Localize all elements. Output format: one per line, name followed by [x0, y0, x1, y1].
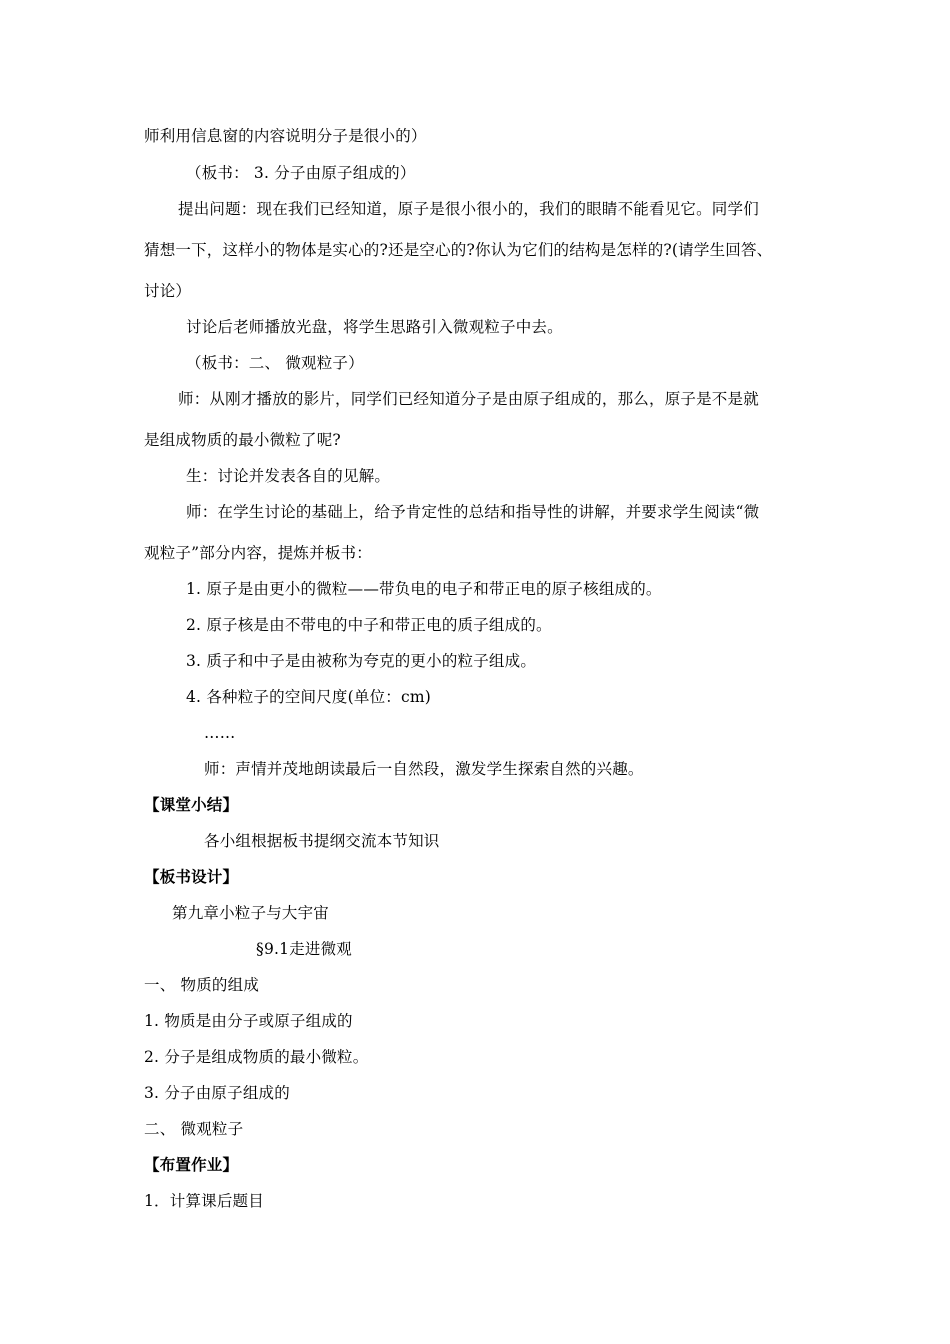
text-line: 师：从刚才播放的影片，同学们已经知道分子是由原子组成的，那么，原子是不是就	[178, 390, 759, 408]
list-item: 4. 各种粒子的空间尺度(单位：cm)	[186, 688, 431, 706]
text-line: 师利用信息窗的内容说明分子是很小的）	[144, 127, 427, 145]
text-line: 是组成物质的最小微粒了呢?	[144, 431, 341, 449]
list-item: 3. 质子和中子是由被称为夸克的更小的粒子组成。	[186, 652, 537, 670]
text-line: 师：声情并茂地朗读最后一自然段，激发学生探索自然的兴趣。	[204, 760, 644, 778]
text-line: 讨论后老师播放光盘，将学生思路引入微观粒子中去。	[186, 318, 563, 336]
outline-item: 2. 分子是组成物质的最小微粒。	[144, 1048, 369, 1066]
section-heading: 【板书设计】	[144, 868, 239, 886]
text-line: （板书：二、 微观粒子）	[186, 354, 364, 372]
text-line: 1．计算课后题目	[144, 1192, 264, 1210]
text-line: 提出问题：现在我们已经知道，原子是很小很小的，我们的眼睛不能看见它。同学们	[178, 200, 759, 218]
text-line: 师：在学生讨论的基础上，给予肯定性的总结和指导性的讲解，并要求学生阅读“微	[186, 503, 760, 521]
ellipsis: ……	[204, 724, 236, 742]
text-line: 生：讨论并发表各自的见解。	[186, 467, 391, 485]
list-item: 2. 原子核是由不带电的中子和带正电的质子组成的。	[186, 616, 552, 634]
text-line: 猜想一下，这样小的物体是实心的?还是空心的?你认为它们的结构是怎样的?(请学生回答、	[144, 241, 773, 259]
outline-item: 二、 微观粒子	[144, 1120, 244, 1138]
section-heading: 【布置作业】	[144, 1156, 239, 1174]
section-heading: 【课堂小结】	[144, 796, 239, 814]
chapter-title: 第九章小粒子与大宇宙	[172, 904, 330, 922]
text-line: 观粒子”部分内容，提炼并板书：	[144, 544, 372, 562]
outline-item: 一、 物质的组成	[144, 976, 260, 994]
list-item: 1. 原子是由更小的微粒——带负电的电子和带正电的原子核组成的。	[186, 580, 662, 598]
outline-item: 1. 物质是由分子或原子组成的	[144, 1012, 353, 1030]
outline-item: 3. 分子由原子组成的	[144, 1084, 290, 1102]
section-title: §9.1走进微观	[256, 940, 353, 958]
text-line: （板书： 3. 分子由原子组成的）	[186, 164, 416, 182]
text-line: 各小组根据板书提纲交流本节知识	[204, 832, 440, 850]
text-line: 讨论）	[144, 282, 192, 300]
